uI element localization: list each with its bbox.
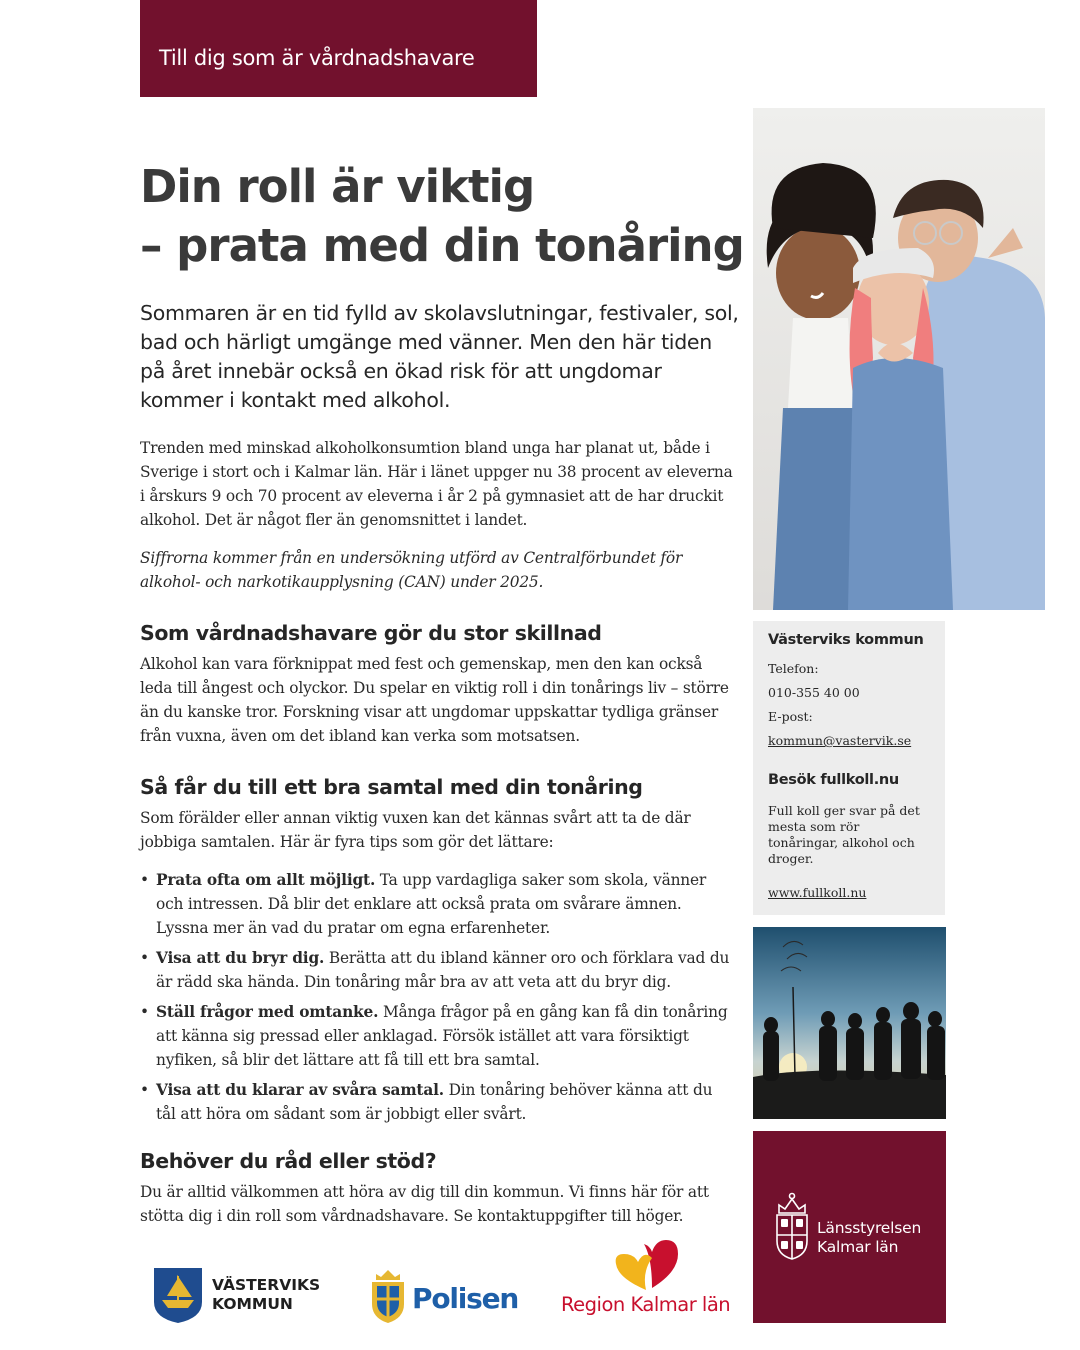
lansstyrelsen-line-1: Länsstyrelsen: [817, 1219, 922, 1237]
audience-banner: [140, 0, 537, 97]
polisen-wordmark: Polisen: [412, 1282, 519, 1315]
section-text-difference: Alkohol kan vara förknippat med fest och gemenskap, men den kan också leda till ångest och olyckor. Du spelar en viktig roll i din tonårings liv – större än du kanske tror. Forskning visar att ungdomar uppskattar tydliga gränser från vuxna, även om det ibland kan verka som motsatsen.: [140, 655, 729, 745]
email-label: E-post:: [768, 709, 813, 724]
vastervik-line-1: VÄSTERVIKS: [212, 1276, 321, 1294]
section-heading-support: Behöver du råd eller stöd?: [140, 1149, 437, 1173]
list-item: [140, 1078, 735, 1126]
police-badge-icon: [368, 1268, 408, 1324]
phone-number[interactable]: 010-355 40 00: [768, 685, 860, 700]
section-text-support: Du är alltid välkommen att höra av dig till din kommun. Vi finns här för att stötta dig i din roll som vårdnadshavare. Se kontaktuppgifter till höger.: [140, 1183, 709, 1225]
intro-paragraph: Trenden med minskad alkoholkonsumtion bland unga har planat ut, både i Sverige i stort och i Kalmar län. Här i länet uppger nu 38 procent av eleverna i årskurs 9 och 70 procent av eleverna i år 2 på gymnasiet att de har druckit alkohol. Det är något fler än genomsnittet i landet.: [140, 439, 733, 529]
vastervik-wordmark: [212, 1276, 320, 1314]
tip-text: Många frågor på en gång kan få din tonåring att känna sig pressad eller anklagad. Försök istället att vara försiktigt nyfiken, så blir det lättare att få till ett bra samtal.: [156, 1003, 728, 1069]
teenagers-illustration: [753, 108, 1045, 610]
audience-banner-label: Till dig som är vårdnadshavare: [159, 46, 475, 70]
region-heart-icon: [612, 1238, 680, 1294]
list-item: [140, 946, 735, 994]
list-item: [140, 1000, 735, 1072]
source-note: Siffrorna kommer från en undersökning utförd av Centralförbundet för alkohol- och narkotikaupplysning (CAN) under 2025.: [140, 549, 683, 591]
tip-title: Prata ofta om allt möjligt.: [156, 871, 376, 889]
vastervik-shield-icon: [152, 1266, 204, 1324]
region-wordmark: Region Kalmar län: [561, 1293, 731, 1316]
list-item: [140, 868, 735, 940]
fullkoll-link[interactable]: www.fullkoll.nu: [768, 885, 867, 900]
tip-text: Berätta att du ibland känner oro och förklara vad du är rädd ska hända. Din tonåring mår bra av att veta att du bryr dig.: [156, 949, 730, 991]
tip-title: Visa att du klarar av svåra samtal.: [156, 1081, 444, 1099]
contact-box: [753, 621, 945, 915]
visit-heading: Besök fullkoll.nu: [768, 772, 899, 788]
tip-text: Ta upp vardagliga saker som skola, vänner och intressen. Då blir det enklare att också prata om svårare ämnen. Lyssna mer än vad du pratar om egna erfarenheter.: [156, 871, 707, 937]
crown-crest-icon: [773, 1191, 811, 1261]
lansstyrelsen-line-2: Kalmar län: [817, 1238, 899, 1256]
tip-text: Din tonåring behöver känna att du tål att höra om sådant som är jobbigt eller svårt.: [156, 1081, 713, 1123]
tip-title: Ställ frågor med omtanke.: [156, 1003, 379, 1021]
lansstyrelsen-name: [817, 1219, 921, 1257]
phone-label: Telefon:: [768, 661, 819, 676]
tip-title: Visa att du bryr dig.: [156, 949, 325, 967]
silhouette-photo: [753, 927, 946, 1119]
silhouette-illustration: [753, 927, 946, 1119]
lead-paragraph: Sommaren är en tid fylld av skolavslutningar, festivaler, sol, bad och härligt umgänge med vänner. Men den här tiden på året innebär också en ökad risk för att ungdomar kommer i kontakt med alkohol.: [140, 301, 739, 412]
vastervik-line-2: KOMMUN: [212, 1295, 293, 1313]
section-text-conversation: Som förälder eller annan viktig vuxen kan det kännas svårt att ta de där jobbiga samtalen. Här är fyra tips som gör det lättare:: [140, 809, 691, 851]
tips-list: [140, 868, 735, 1132]
teenagers-photo: [753, 108, 1045, 610]
contact-org: Västerviks kommun: [768, 632, 924, 648]
section-heading-conversation: Så får du till ett bra samtal med din tonåring: [140, 775, 643, 799]
page-title: [140, 157, 744, 275]
title-line-1: Din roll är viktig: [140, 160, 535, 213]
title-line-2: – prata med din tonåring: [140, 219, 744, 272]
section-heading-difference: Som vårdnadshavare gör du stor skillnad: [140, 621, 602, 645]
email-link[interactable]: kommun@vastervik.se: [768, 733, 912, 748]
lansstyrelsen-logo-block: [753, 1131, 946, 1323]
visit-description: Full koll ger svar på det mesta som rör tonåringar, alkohol och droger.: [768, 803, 920, 866]
